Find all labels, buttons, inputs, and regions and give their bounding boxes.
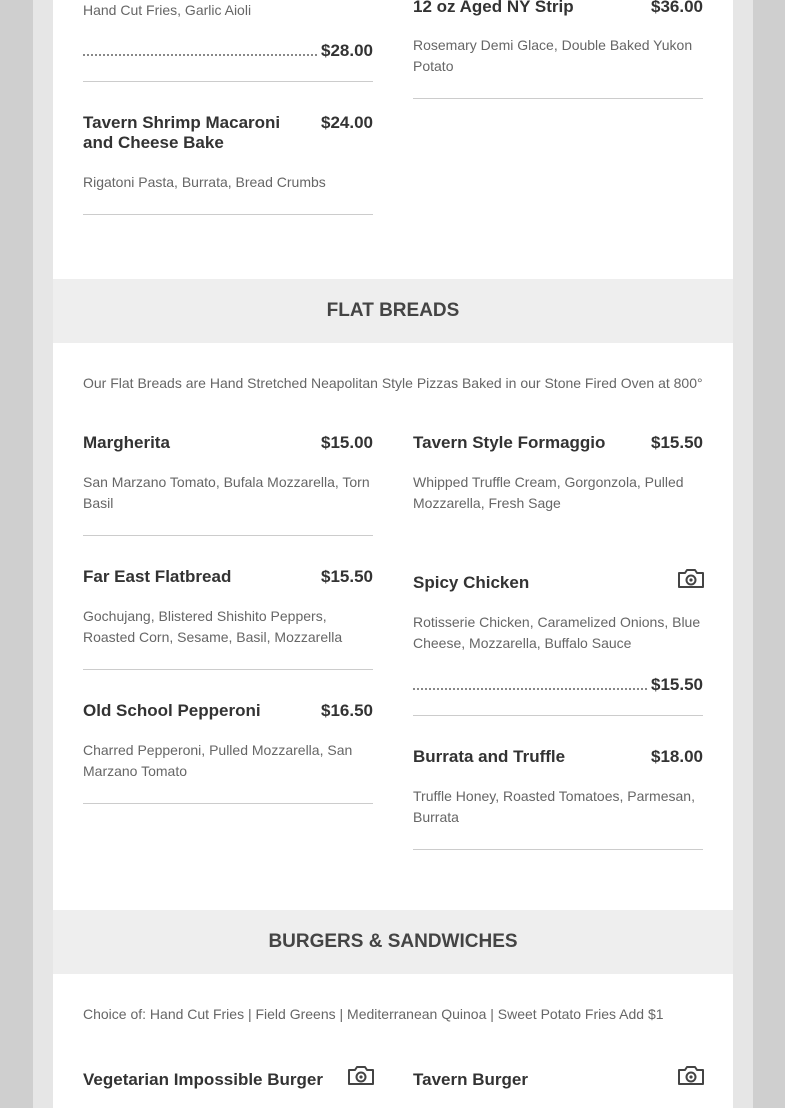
item-price: $15.50 [651,675,703,694]
camera-icon[interactable] [677,567,705,589]
item-price: $28.00 [321,41,373,60]
section-header-flat-breads [53,279,733,343]
item-divider [83,669,373,670]
item-name: Burrata and Truffle [413,747,566,766]
section-note: Choice of: Hand Cut Fries | Field Greens | Mediterranean Quinoa | Sweet Potato Fries Add $1 [83,1006,664,1022]
item-description: Truffle Honey, Roasted Tomatoes, Parmesan, Burrata [413,788,695,825]
item-price: $15.00 [321,433,373,452]
item-description: San Marzano Tomato, Bufala Mozzarella, Torn Basil [83,474,370,511]
camera-icon[interactable] [347,1064,375,1086]
section-note: Our Flat Breads are Hand Stretched Neapolitan Style Pizzas Baked in our Stone Fired Oven at 800° [83,375,703,391]
section-title: FLAT BREADS [326,300,460,321]
item-divider [83,803,373,804]
item-divider [413,715,703,716]
item-price: $15.50 [651,433,703,452]
item-divider [413,849,703,850]
item-name: 12 oz Aged NY Strip [413,0,574,16]
item-name: Tavern Shrimp Macaroni and Cheese Bake [83,113,281,152]
price-leader-dots [413,688,647,690]
section-title: BURGERS & SANDWICHES [268,931,518,952]
section-header-burgers [53,910,733,974]
item-description: Hand Cut Fries, Garlic Aioli [83,2,252,18]
item-price: $36.00 [651,0,703,16]
item-divider [413,98,703,99]
item-price: $15.50 [321,567,373,586]
item-name: Far East Flatbread [83,567,232,586]
item-divider [83,214,373,215]
item-description: Rigatoni Pasta, Burrata, Bread Crumbs [83,174,326,190]
item-divider [83,81,373,82]
item-name: Tavern Style Formaggio [413,433,606,452]
item-name: Margherita [83,433,170,452]
item-price: $18.00 [651,747,703,766]
item-price: $16.50 [321,701,373,720]
item-name: Tavern Burger [413,1070,528,1089]
item-description: Rosemary Demi Glace, Double Baked Yukon Potato [413,37,693,74]
item-name: Vegetarian Impossible Burger [83,1070,323,1089]
item-description: Charred Pepperoni, Pulled Mozzarella, San Marzano Tomato [83,742,353,779]
menu-page [33,0,753,1108]
item-divider [83,535,373,536]
camera-icon[interactable] [677,1064,705,1086]
item-description: Whipped Truffle Cream, Gorgonzola, Pulled Mozzarella, Fresh Sage [413,474,684,511]
item-description: Gochujang, Blistered Shishito Peppers, Roasted Corn, Sesame, Basil, Mozzarella [83,608,343,645]
price-leader-dots [83,54,317,56]
item-name: Spicy Chicken [413,573,530,592]
item-price: $24.00 [321,113,373,132]
menu-card [53,0,733,1108]
item-name: Old School Pepperoni [83,701,261,720]
item-description: Rotisserie Chicken, Caramelized Onions, Blue Cheese, Mozzarella, Buffalo Sauce [413,614,701,651]
